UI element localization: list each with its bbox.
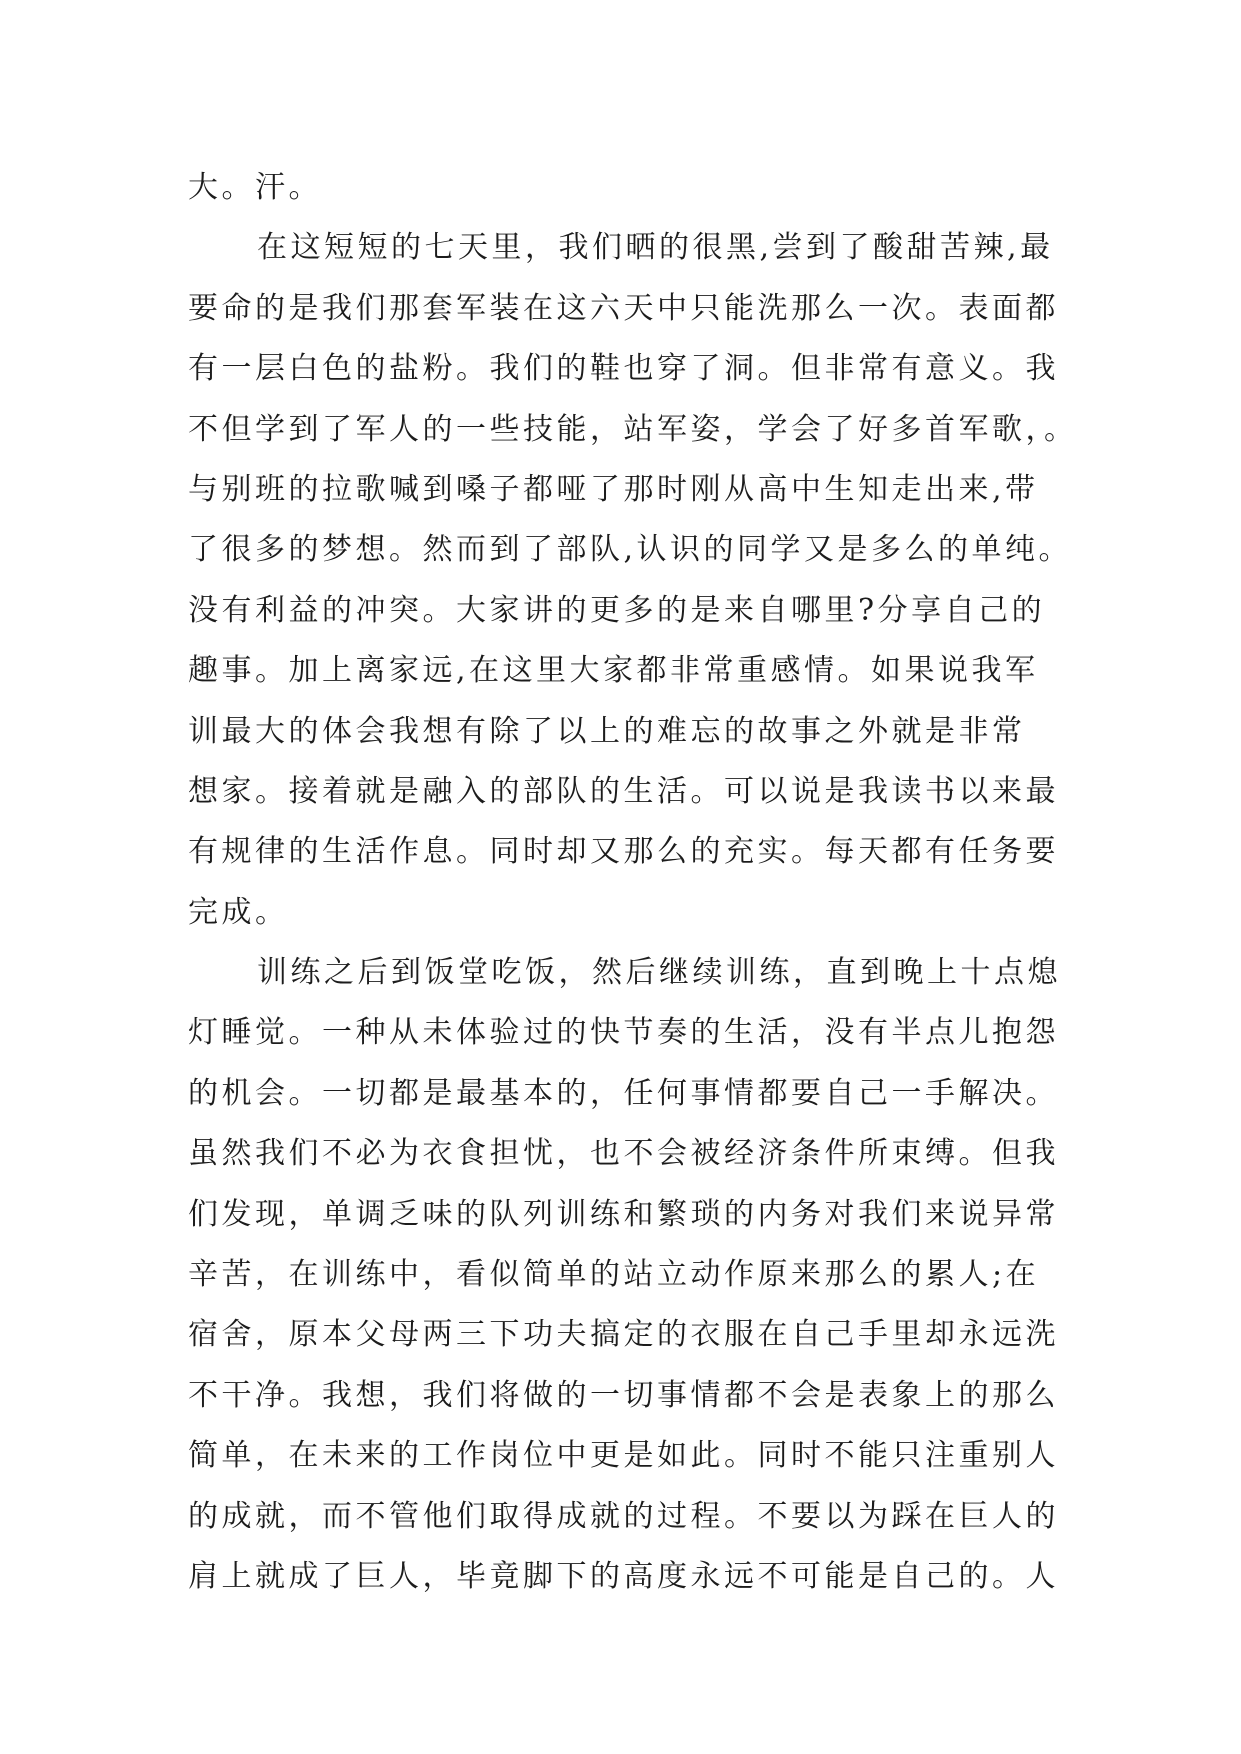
text-line: 们发现，单调乏味的队列训练和繁琐的内务对我们来说异常 [188, 1196, 1059, 1232]
text-line: 肩上就成了巨人，毕竟脚下的高度永远不可能是自己的。人 [188, 1558, 1059, 1594]
text-line: 不但学到了军人的一些技能，站军姿，学会了好多首军歌，。 [188, 411, 1078, 447]
text-line: 想家。接着就是融入的部队的生活。可以说是我读书以来最 [188, 773, 1059, 809]
text-line: 训练之后到饭堂吃饭，然后继续训练，直到晚上十点熄 [257, 955, 1061, 991]
text-line: 有一层白色的盐粉。我们的鞋也穿了洞。但非常有意义。我 [188, 351, 1059, 387]
text-line: 大。汗。 [188, 170, 322, 205]
text-line: 趣事。加上离家远,在这里大家都非常重感情。如果说我军 [188, 653, 1039, 689]
text-line: 宿舍，原本父母两三下功夫搞定的衣服在自己手里却永远洗 [188, 1317, 1059, 1353]
text-line: 简单，在未来的工作岗位中更是如此。同时不能只注重别人 [188, 1438, 1059, 1474]
text-line: 要命的是我们那套军装在这六天中只能洗那么一次。表面都 [188, 290, 1059, 326]
text-line: 的机会。一切都是最基本的，任何事情都要自己一手解决。 [188, 1075, 1059, 1111]
text-line: 辛苦，在训练中，看似简单的站立动作原来那么的累人;在 [188, 1257, 1040, 1293]
text-line: 在这短短的七天里，我们晒的很黑,尝到了酸甜苦辣,最 [257, 230, 1054, 266]
document-body-text [188, 158, 1078, 1607]
text-line: 与别班的拉歌喊到嗓子都哑了那时刚从高中生知走出来,带 [188, 471, 1039, 507]
text-line: 完成。 [188, 894, 289, 930]
text-line: 了很多的梦想。然而到了部队,认识的同学又是多么的单纯。 [188, 532, 1073, 568]
text-line: 灯睡觉。一种从未体验过的快节奏的生活，没有半点儿抱怨 [188, 1015, 1059, 1051]
text-line: 不干净。我想，我们将做的一切事情都不会是表象上的那么 [188, 1377, 1059, 1413]
text-line: 的成就，而不管他们取得成就的过程。不要以为踩在巨人的 [188, 1498, 1059, 1534]
text-line: 虽然我们不必为衣食担忧，也不会被经济条件所束缚。但我 [188, 1136, 1059, 1172]
text-line: 没有利益的冲突。大家讲的更多的是来自哪里?分享自己的 [188, 592, 1046, 628]
text-line: 有规律的生活作息。同时却又那么的充实。每天都有任务要 [188, 834, 1059, 870]
text-line: 训最大的体会我想有除了以上的难忘的故事之外就是非常 [188, 713, 1026, 749]
